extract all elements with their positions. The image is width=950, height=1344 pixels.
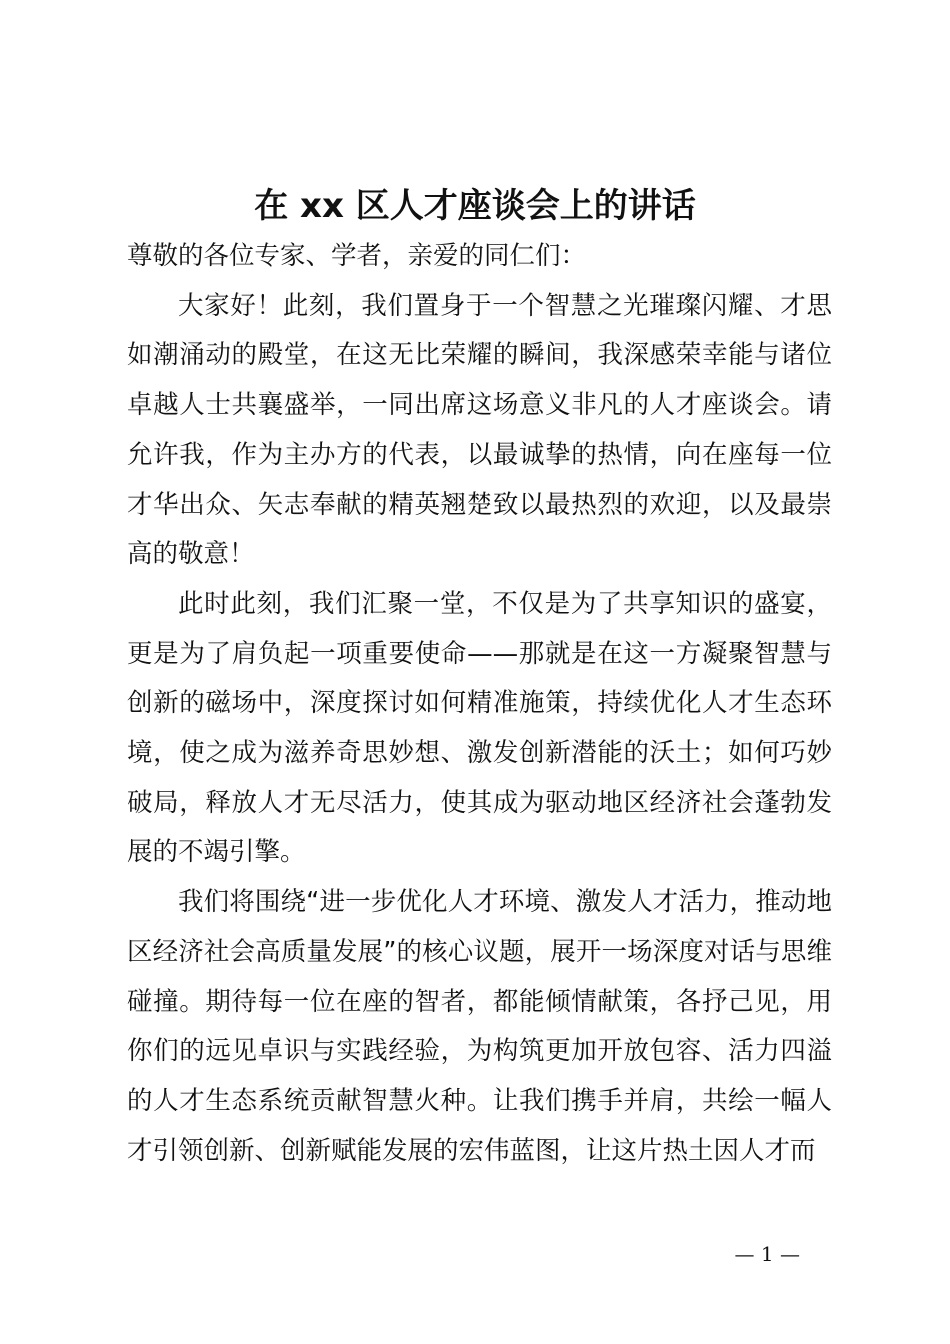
paragraph-3: 我们将围绕“进一步优化人才环境、激发人才活力，推动地区经济社会高质量发展”的核心议题，展开一场深度对话与思维碰撞。期待每一位在座的智者，都能倾情献策，各抒己见，用你们的远见卓识与实践经验，为构筑更加开放包容、活力四溢的人才生态系统贡献智慧火种。让我们携手并肩，共绘一幅人才引领创新、创新赋能发展的宏伟蓝图，让这片热土因人才而	[127, 887, 832, 1166]
page-number: — 1 —	[734, 1242, 800, 1266]
document-title: 在 xx 区人才座谈会上的讲话	[254, 186, 696, 226]
document-body	[127, 232, 832, 1176]
paragraph-1: 大家好！此刻，我们置身于一个智慧之光璀璨闪耀、才思如潮涌动的殿堂，在这无比荣耀的瞬间，我深感荣幸能与诸位卓越人士共襄盛举，一同出席这场意义非凡的人才座谈会。请允许我，作为主办方的代表，以最诚挚的热情，向在座每一位才华出众、矢志奉献的精英翘楚致以最热烈的欢迎，以及最崇高的敬意！	[127, 290, 832, 570]
salutation: 尊敬的各位专家、学者，亲爱的同仁们：	[127, 241, 587, 271]
paragraph-2: 此时此刻，我们汇聚一堂，不仅是为了共享知识的盛宴，更是为了肩负起一项重要使命——那就是在这一方凝聚智慧与创新的磁场中，深度探讨如何精准施策，持续优化人才生态环境，使之成为滋养奇思妙想、激发创新潜能的沃土；如何巧妙破局，释放人才无尽活力，使其成为驱动地区经济社会蓬勃发展的不竭引擎。	[127, 588, 832, 868]
